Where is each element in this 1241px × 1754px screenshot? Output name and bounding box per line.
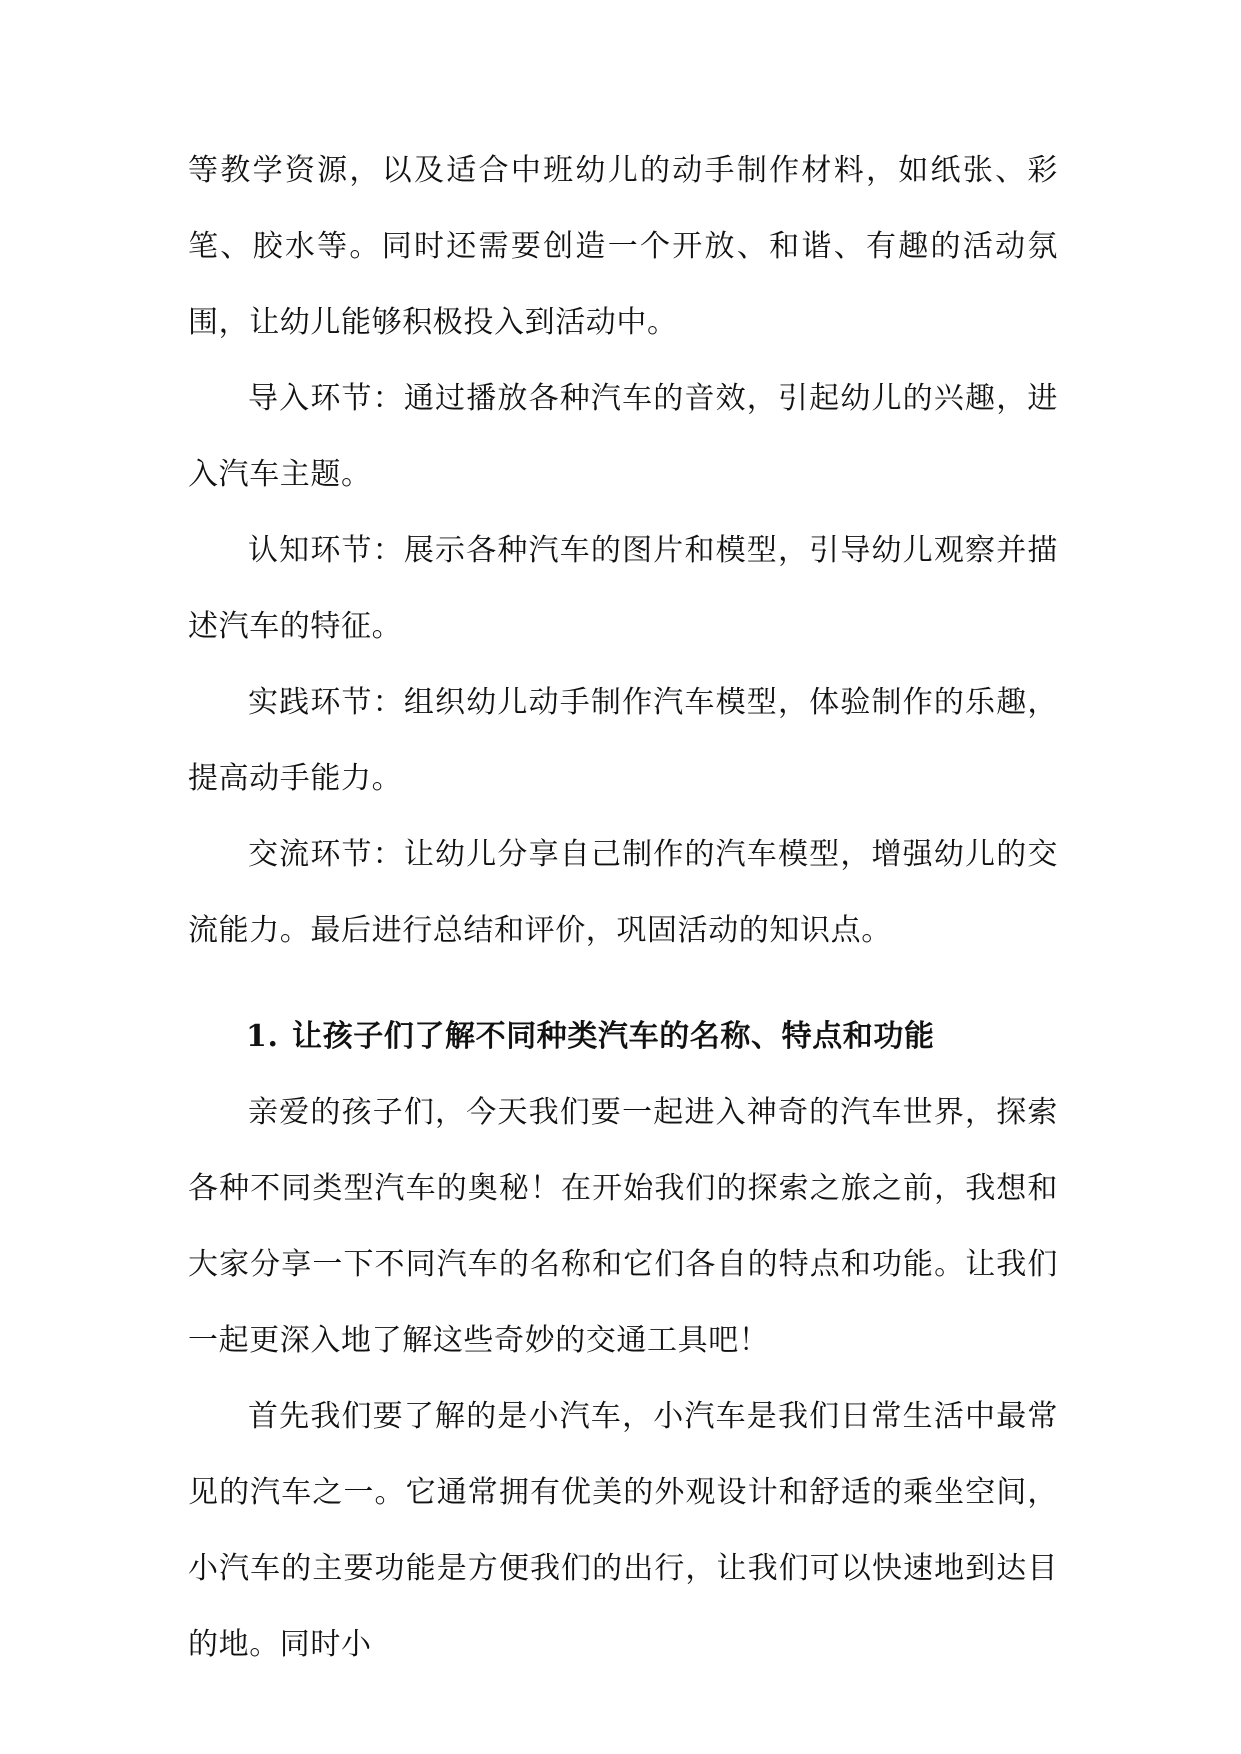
paragraph-small-car: 首先我们要了解的是小汽车，小汽车是我们日常生活中最常见的汽车之一。它通常拥有优美的外观设计和舒适的乘坐空间，小汽车的主要功能是方便我们的出行，让我们可以快速地到达目的地。同时小 xyxy=(188,1399,1058,1662)
heading-number: 1. xyxy=(246,1019,279,1054)
section-heading xyxy=(188,999,1058,1075)
document-page xyxy=(188,133,1058,1683)
paragraph-practice-step: 实践环节：组织幼儿动手制作汽车模型，体验制作的乐趣，提高动手能力。 xyxy=(188,685,1058,796)
paragraph-greeting: 亲爱的孩子们，今天我们要一起进入神奇的汽车世界，探索各种不同类型汽车的奥秘！在开始我们的探索之旅之前，我想和大家分享一下不同汽车的名称和它们各自的特点和功能。让我们一起更深入地了解这些奇妙的交通工具吧！ xyxy=(188,1095,1058,1358)
paragraph-materials: 等教学资源，以及适合中班幼儿的动手制作材料，如纸张、彩笔、胶水等。同时还需要创造一个开放、和谐、有趣的活动氛围，让幼儿能够积极投入到活动中。 xyxy=(188,153,1058,340)
paragraph-intro-step: 导入环节：通过播放各种汽车的音效，引起幼儿的兴趣，进入汽车主题。 xyxy=(188,381,1058,492)
paragraph-cognition-step: 认知环节：展示各种汽车的图片和模型，引导幼儿观察并描述汽车的特征。 xyxy=(188,533,1058,644)
paragraph-exchange-step: 交流环节：让幼儿分享自己制作的汽车模型，增强幼儿的交流能力。最后进行总结和评价，巩固活动的知识点。 xyxy=(188,837,1058,948)
heading-title: 让孩子们了解不同种类汽车的名称、特点和功能 xyxy=(292,1019,935,1054)
